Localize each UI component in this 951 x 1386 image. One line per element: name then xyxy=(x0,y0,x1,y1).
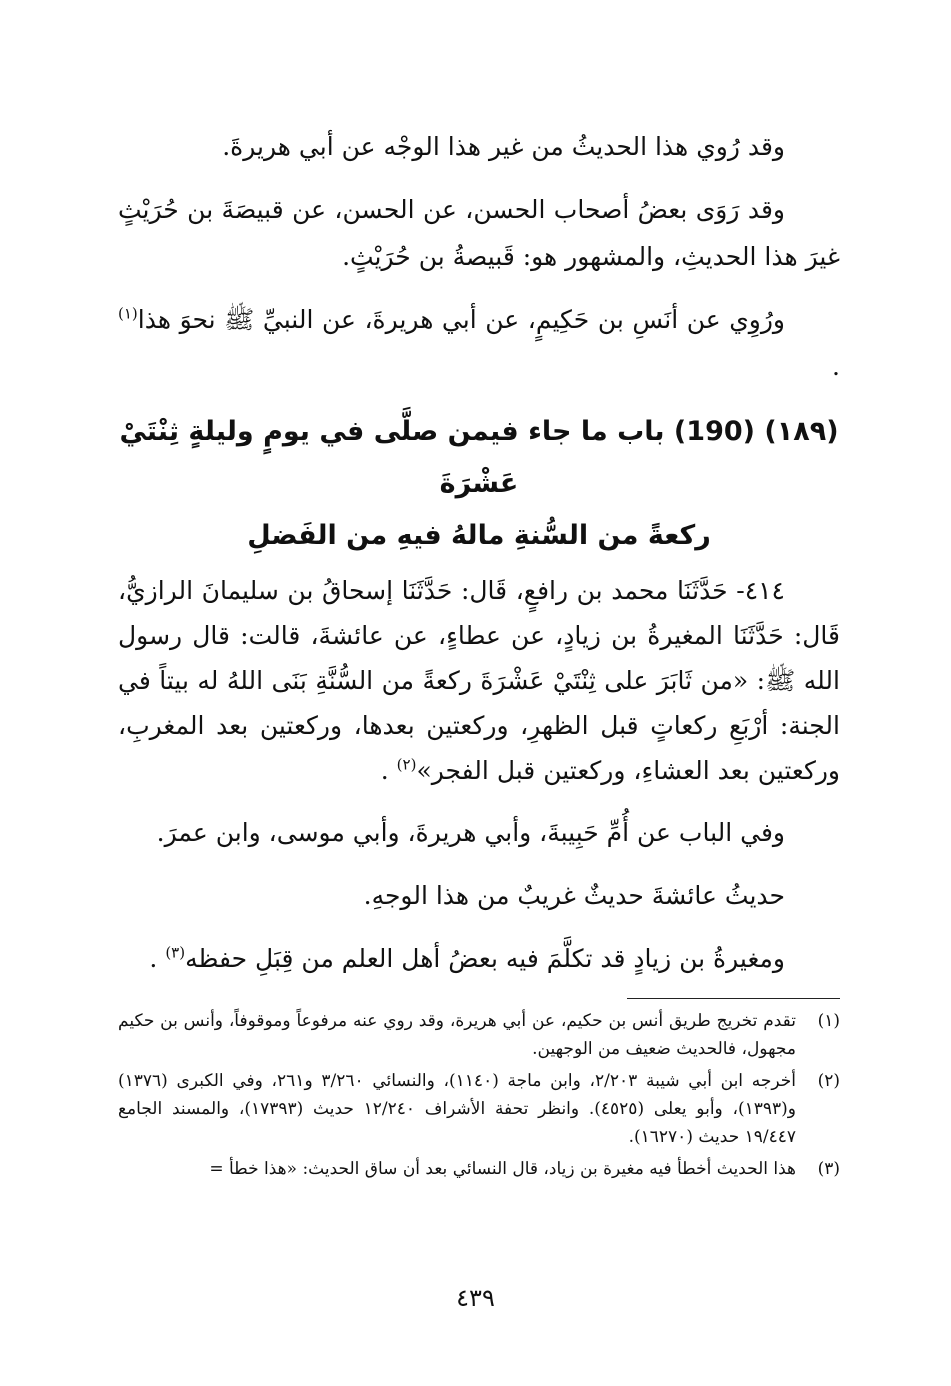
page-body xyxy=(118,118,840,1187)
chapter-heading-line-2: ركعةً من السُّنةِ مالهُ فيهِ من الفَضلِ xyxy=(247,520,711,551)
footnote-ref-3: (٣) xyxy=(165,943,186,962)
footnote-divider xyxy=(627,998,840,999)
footnote-ref-2: (٢) xyxy=(396,755,417,774)
paragraph-mughira xyxy=(118,935,840,982)
footnote-ref-1: (١) xyxy=(118,304,138,323)
footnote-2 xyxy=(118,1067,840,1151)
chapter-heading-line-1: (١٨٩) (190) باب ما جاء فيمن صلَّى في يومٍ وليلةٍ ثِنْتَيْ عَشْرَةَ xyxy=(119,416,839,499)
footnote-number: (٣) xyxy=(817,1159,840,1179)
paragraph-anas xyxy=(118,296,840,390)
paragraph-anas-end: . xyxy=(832,352,840,381)
footnote-text: أخرجه ابن أبي شيبة ٢/٢٠٣، وابن ماجة (١١٤٠)، والنسائي ٣/٢٦٠ و٢٦١، وفي الكبرى (١٣٧٦) و(١٣٩٣)، وأبو يعلى (٤٥٢٥). وانظر تحفة الأشراف ١٢/٢٤٠ حديث (١٧٣٩٣)، والمسند الجامع ١٩/٤٤٧ حديث (١٦٢٧٠). xyxy=(118,1071,797,1147)
footnote-3 xyxy=(118,1155,840,1183)
paragraph-anas-text: ورُوِي عن أنَسِ بن حَكِيمٍ، عن أبي هريرةَ، عن النبيِّ ﷺ نحوَ هذا xyxy=(137,305,785,334)
paragraph-chapter-refs: وفي الباب عن أُمِّ حَبِيبةَ، وأبي هريرةَ، وأبي موسى، وابن عمرَ. xyxy=(156,818,785,847)
footnote-number: (١) xyxy=(817,1011,840,1031)
hadith-414 xyxy=(118,568,840,793)
paragraph-narration-note: وقد رُوي هذا الحديثُ من غير هذا الوجْه عن أبي هريرةَ. xyxy=(222,132,785,161)
footnote-text: تقدم تخريج طريق أنس بن حكيم، عن أبي هريرة، وقد روي عنه مرفوعاً وموقوفاً، وأنس بن حكيم مجهول، فالحديث ضعيف من الوجهين. xyxy=(118,1011,796,1059)
footnote-number: (٢) xyxy=(817,1071,840,1091)
paragraph-mughira-end: . xyxy=(149,944,166,973)
footnote-text: هذا الحديث أخطأ فيه مغيرة بن زياد، قال النسائي بعد أن ساق الحديث: «هذا خطأ = xyxy=(209,1159,796,1179)
paragraph-qabisa: وقد رَوَى بعضُ أصحاب الحسن، عن الحسن، عن قبيصَةَ بن حُرَيْثٍ غيرَ هذا الحديثِ، والمشهور هو: قَبيصةُ بن حُرَيْثٍ. xyxy=(118,195,840,271)
hadith-end: . xyxy=(380,756,397,785)
chapter-heading xyxy=(118,406,840,562)
footnote-1 xyxy=(118,1007,840,1063)
page-number: ٤٣٩ xyxy=(456,1284,495,1312)
paragraph-mughira-text: ومغيرةُ بن زيادٍ قد تكلَّمَ فيه بعضُ أهل العلم من قِبَلِ حفظه xyxy=(185,944,785,973)
paragraph-grading: حديثُ عائشةَ حديثٌ غريبٌ من هذا الوجهِ. xyxy=(363,881,785,910)
hadith-text: ٤١٤- حَدَّثَنَا محمد بن رافعٍ، قَال: حَدَّثَنَا إسحاقُ بن سليمانَ الرازيُّ، قَال: حَدَّثَنَا المغيرةُ بن زيادٍ، عن عطاءٍ، عن عائشةَ، قالت: قال رسول الله ﷺ: «من ثَابَرَ على ثِنْتَيْ عَشْرَةَ ركعةً من السُّنَّةِ بَنَى اللهُ له بيتاً في الجنة: أرْبَعِ ركعاتٍ قبل الظهرِ، وركعتين بعدها، وركعتين بعد المغربِ، وركعتين بعد العشاءِ، وركعتين قبل الفجر» xyxy=(118,576,840,785)
